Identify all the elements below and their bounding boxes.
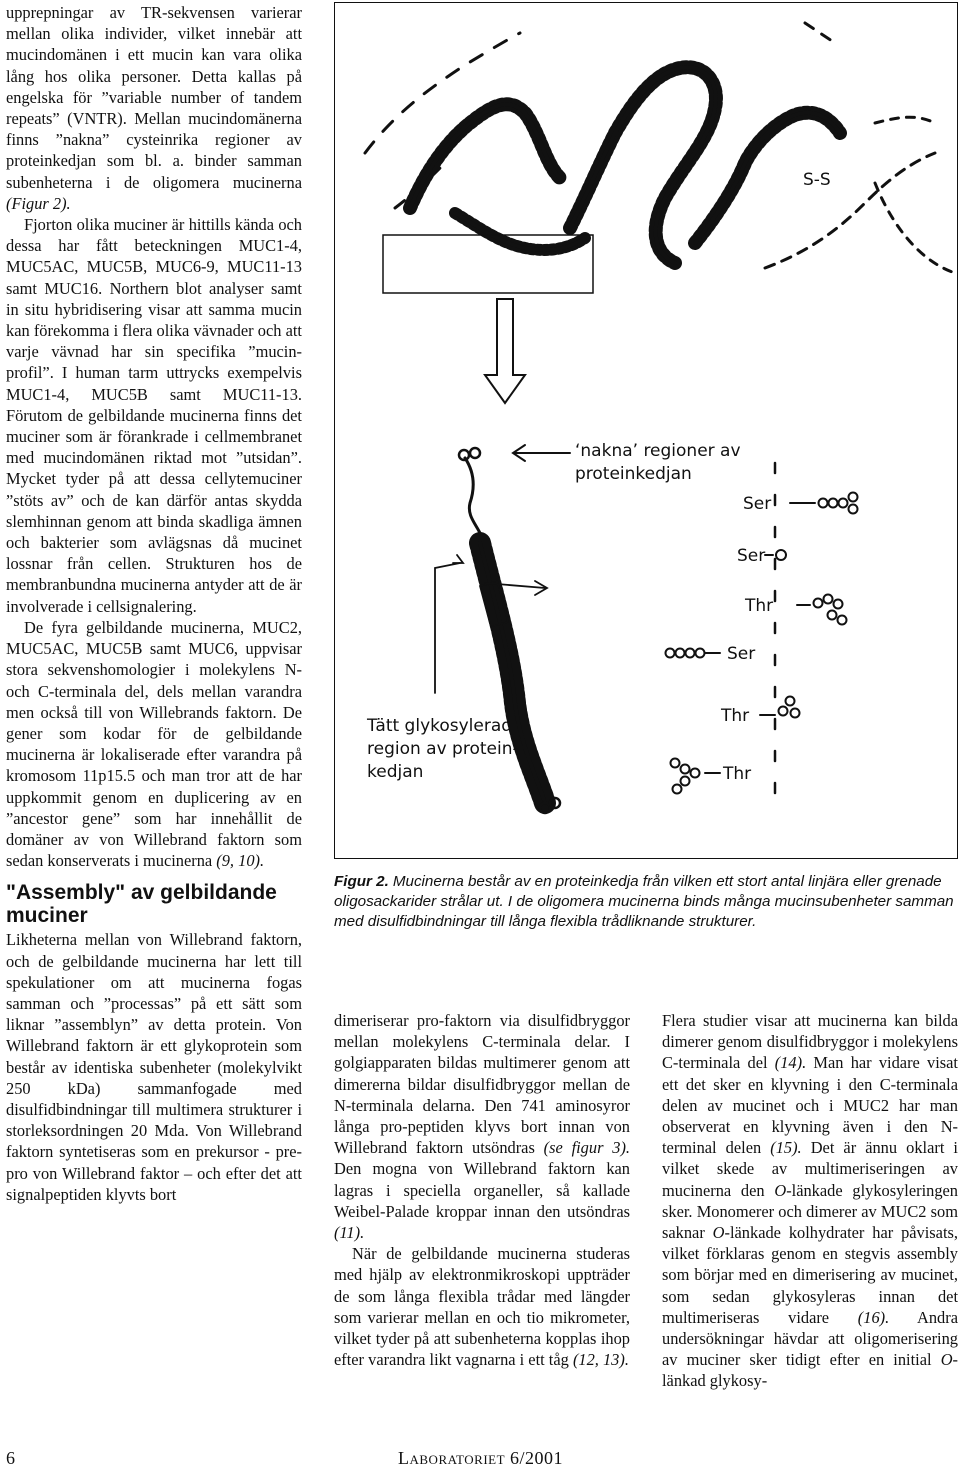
reference: (14). — [774, 1053, 807, 1073]
paragraph — [6, 617, 302, 871]
caption-label: Figur 2. — [334, 873, 389, 890]
right-column — [662, 1010, 958, 1392]
residue-label: Ser — [737, 546, 766, 566]
journal-footer: Laboratoriet 6/2001 — [398, 1448, 564, 1468]
paragraph-text: Den mogna von Willebrand faktorn kan lagras i speciella organeller, så kallade Weibel-Palade kroppar innan den utsöndras — [334, 1159, 630, 1221]
reference: (15). — [770, 1138, 802, 1158]
residue-label: Ser — [743, 494, 772, 514]
figure-caption — [334, 872, 954, 932]
dense-region-label: Tätt glykosylerad — [367, 716, 513, 736]
left-column — [6, 2, 302, 1205]
section-heading: "Assembly" av gelbildande muciner — [6, 881, 277, 928]
reference: (12, 13). — [572, 1350, 629, 1370]
paragraph — [334, 1010, 630, 1243]
oligosaccharide — [666, 649, 721, 658]
residue-label: Ser — [727, 644, 756, 664]
naked-region — [465, 458, 480, 533]
naked-region-label: proteinkedjan — [575, 464, 692, 484]
naked-chain — [765, 153, 935, 268]
disulfide-label: S-S — [803, 170, 831, 190]
paragraph — [6, 2, 302, 214]
italic-o: O — [712, 1223, 725, 1243]
paragraph-text: -länkade kolhydrater har påvisats, vilket förklaras genom en stegvis assembly som börjar med en dimerisering av mucinet, som sedan glykosyleras innan det multimeriseras vidare — [662, 1223, 958, 1327]
residue-label: Thr — [721, 706, 750, 726]
reference: (Figur 2). — [6, 193, 71, 213]
paragraph-text: Man har vidare visat ett det sker en klyvning i den C-terminala delen av mucinet och i MUC2 har man observerat en klyvning även i den N-terminal delen — [662, 1053, 958, 1158]
paragraph-text: Det är ännu oklart i vilket skede av multimeriseringen av mucinerna den — [662, 1138, 958, 1200]
paragraph-text: dimeriserar pro-faktorn via disulfidbryggor mellan molekylens C-terminala delar. I golgiapparaten bildas multimerer genom att dimererna bildar disulfidbryggor mellan de N-terminala delarna. Den 741 aminosyror långa pro-peptiden klyvs bort innan von Willebrand faktorn utsöndras — [334, 1011, 630, 1158]
naked-region-label: ‘nakna’ regioner av — [575, 441, 741, 461]
reference: (se figur 3). — [543, 1138, 631, 1158]
glycosylated-chain — [410, 104, 560, 208]
reference: (9, 10). — [216, 851, 265, 871]
paragraph-text: De fyra gelbildande mucinerna, MUC2, MUC5AC, MUC5B samt MUC6, uppvisar stora sekvenshomologier i molekylens N- och C-terminala del, dels mellan varandra men också till von Willebrands faktorn. De gener som kodar för de gelbildande mucinerna är lokaliserade efter varandra på kromosom 11p15.5 och man tror att de har uppkommit genom en duplicering av en ”ancestor gene” som har innehållit de domäner av von Willebrand faktorn som sedan konserverats i mucinerna — [6, 617, 302, 871]
mucin-diagram — [335, 3, 959, 860]
page-number: 6 — [6, 1448, 15, 1468]
paragraph-text: Andra undersökningar hävdar att oligomerisering av muciner sker tidigt efter en initial — [662, 1307, 958, 1370]
italic-o: O — [774, 1180, 787, 1200]
paragraph-text: När de gelbildande mucinerna studeras med hjälp av elektronmikroskopi uppträder de som långa flexibla trådar med längder som varierar mellan en och tio mikrometer, vilket tyder på att subenheterna kopplas ihop efter varandra likt vagnarna i ett tåg — [334, 1244, 630, 1370]
oligosaccharide — [790, 493, 858, 514]
dense-region-label: kedjan — [367, 762, 424, 782]
oligosaccharide — [797, 595, 847, 625]
italic-o: O — [940, 1350, 953, 1370]
dense-region-label: region av protein- — [367, 739, 519, 759]
naked-chain — [875, 183, 955, 273]
paragraph-text: Flera studier visar att mucinerna kan bilda dimerer genom disulfidbryggor i molekylens C-terminala del — [662, 1011, 958, 1073]
naked-chain — [365, 33, 520, 153]
residue-label: Thr — [745, 596, 774, 616]
paragraph-text: -länkad glykosy- — [662, 1350, 958, 1391]
figure-2-illustration — [334, 2, 958, 859]
paragraph-text: upprepningar av TR-sekvensen varierar mellan olika individer, vilket innebär att mucindomänen i ett mucin kan vara olika lång hos olika personer. Detta kallas på engelska för ”variable number of tandem repeats” (VNTR). Mellan mucindomänerna finns ”nakna” cysteinrika regioner av proteinkedjan som bl. a. binder samman subenheterna i de oligomera mucinerna — [6, 3, 302, 192]
residue-label: Thr — [723, 764, 752, 784]
naked-chain — [805, 23, 835, 43]
paragraph: Likheterna mellan von Willebrand faktorn, och de gelbildande mucinerna har lett till spekulationer om att mucinerna fogas samman och ”processas” på ett sätt som liknar ”assemblyn” av detta protein. Von Willebrand faktorn är ett glykoprotein som består av identiska subenheter (molekylvikt 250 kDa) sammanfogade med disulfidbindningar till multimera strukturer i storleksordningen 20 Mda. Von Willebrand faktorn syntetiseras som en prekursor - pre-pro von Willebrand faktor – och efter det att signalpeptiden klyvts bort — [6, 930, 302, 1204]
paragraph — [662, 1010, 958, 1392]
paragraph: Fjorton olika muciner är hittills kända och dessa har fått beteckningen MUC1-4, MUC5AC, MUC5B, MUC6-9, MUC11-13 samt MUC16. Northern blot analyser samt in situ hybridisering visar att samma mucin kan förekomma i flera olika vävnader och att varje vävnad har sin specifika ”mucin-profil”. I human tarm uttrycks exempelvis MUC1-4, MUC5B samt MUC11-13. Förutom de gelbildande mucinerna finns det muciner som är förankrade i cellmembranet med mucindomänen riktad mot ”utsidan”. Mycket tyder på att dessa cellytemuciner ”stöts av” och de kan därför antas skydda slemhinnan genom att binda skadliga ämnen och bakterier som avlägsnas då mucinet lossnar från cellen. Strukturen hos de membranbundna mucinerna antyder att de är involverade i cellsignalering. — [6, 215, 302, 616]
oligosaccharide — [760, 697, 800, 718]
down-arrow — [485, 299, 525, 403]
oligosaccharide — [671, 759, 721, 794]
reference: (11). — [334, 1223, 365, 1243]
caption-text: Mucinerna består av en proteinkedja från vilken ett stort antal linjära eller grenade oligosackarider strålar ut. I de oligomera mucinerna binds många mucinsubenheter samman med disulfidbindningar till långa flexibla trådliknande strukturer. — [334, 873, 954, 930]
reference: (16). — [857, 1307, 890, 1327]
middle-column — [334, 1010, 630, 1370]
paragraph — [334, 1243, 630, 1370]
naked-chain — [875, 117, 935, 123]
paragraph-text: -länkade glykosyleringen sker. Monomerer och dimerer av MUC2 som saknar — [662, 1180, 958, 1243]
